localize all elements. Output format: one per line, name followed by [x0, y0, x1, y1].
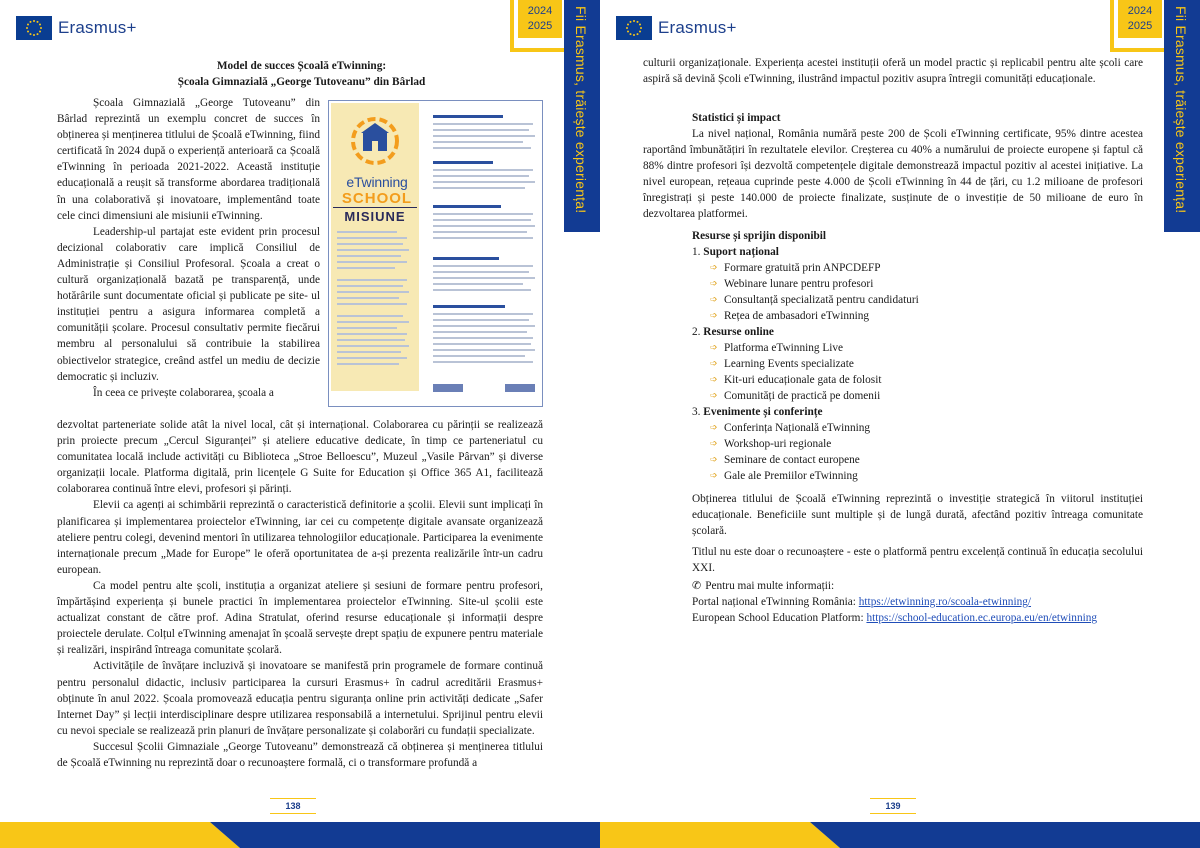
etwinning-mission-poster [328, 100, 543, 407]
stats-section [692, 110, 1143, 126]
more-info [692, 578, 1143, 626]
resource-item [692, 468, 1143, 484]
portal-label: Portal național eTwinning România: [692, 596, 856, 608]
eu-flag-icon [616, 16, 652, 40]
tagline: Fii Erasmus, trăiește experiența! [573, 6, 589, 214]
resource-item [692, 356, 1143, 372]
paragraph-collab-start: În ceea ce privește colaborarea, școala a [93, 386, 274, 399]
brand-name: Erasmus+ [658, 18, 737, 37]
brand-name: Erasmus+ [58, 18, 137, 37]
resource-item [692, 292, 1143, 308]
resource-item-label: Conferința Națională eTwinning [724, 422, 871, 434]
resource-item-label: Platforma eTwinning Live [724, 342, 844, 354]
resource-item-label: Comunități de practică pe domenii [724, 390, 881, 402]
arrow-bullet-icon: ➩ [710, 439, 718, 449]
title-line-2: Școala Gimnazială „George Tutoveanu” din Bârlad [177, 76, 426, 88]
portal-link[interactable]: https://etwinning.ro/scoala-etwinning/ [858, 596, 1032, 608]
phone-icon: ✆ [692, 579, 702, 592]
resource-group-heading [692, 324, 1143, 340]
year-start: 2024 [1127, 5, 1153, 17]
eseplat-link[interactable]: https://school-education.ec.europa.eu/en/etwinning [866, 612, 1098, 624]
continued-paragraph [643, 55, 1143, 87]
conclusion-section [692, 491, 1143, 576]
paragraph-learning: Activitățile de învățare incluzivă și inovatoare se manifestă prin programele de formare continuă pentru personalul didactic, inclusiv participarea la cursuri Erasmus+ în cadrul acreditării Erasmus+ obținute în anul 2022. Școala promovează educația pentru siguranța online prin activități dedicate „Safer Internet Day” și lecții interdisciplinare despre utilizarea responsabilă a internetului. Sprijinul pentru elevii cu nevoi speciale se realizează prin planuri de învățare personalizate și colaborări cu fundații specializate. [57, 660, 543, 737]
right-page [600, 0, 1200, 848]
resource-item [692, 420, 1143, 436]
paragraph-intro [57, 95, 320, 224]
resources-heading: Resurse și sprijin disponibil [692, 230, 827, 242]
arrow-bullet-icon: ➩ [710, 375, 718, 385]
resource-item-label: Workshop-uri regionale [724, 438, 832, 450]
year-start: 2024 [527, 5, 553, 17]
group-title: Evenimente și conferințe [703, 406, 823, 418]
tagline-tab [1164, 0, 1200, 232]
poster-etwinning: eTwinning [346, 174, 408, 190]
year-end: 2025 [1127, 20, 1153, 32]
conclusion-1: Obținerea titlului de Școală eTwinning reprezintă o investiție strategică în viitorul instituției educaționale. Beneficiile sunt multiple și de lungă durată, afectând pozitiv întreaga comunitate școlară. [692, 493, 1143, 538]
resource-item [692, 276, 1143, 292]
paragraph-model: Ca model pentru alte școli, instituția a organizat ateliere și sesiuni de formare pentru profesori, împărtășind experiența și bunele practici în implementarea proiectelor eTwinning. Site-ul școlii este actualizat constant de către prof. Adina Stratulat, oferind resurse educaționale și informații despre proiectele derulate. Colțul eTwinning amenajat în școală servește drept spațiu de expunere pentru materiale și realizări, inspirând întreaga comunitate școlară. [57, 579, 543, 657]
title-line-1: Model de succes Școală eTwinning: [216, 60, 387, 72]
year-end: 2025 [527, 20, 553, 32]
erasmus-brand [616, 16, 737, 40]
resource-item-label: Seminare de contact europene [724, 454, 860, 466]
footer-stripe [0, 822, 600, 848]
paragraph-students: Elevii ca agenți ai schimbării reprezintă o caracteristică definitorie a școlii. Elevii sunt implicați în planificarea și implementarea proiectelor eTwinning, iar cei cu competențe digitale avansate organizează ateliere pentru colegi, devenind mentori în utilizarea tehnologiilor educaționale. Participarea la evenimente internaționale precum „Made for Europe” le oferă oportunitatea de a-și prezenta realizările într-un cadru european. [57, 499, 543, 576]
resource-item [692, 388, 1143, 404]
page-number: 139 [870, 798, 916, 814]
group-number: 3. [692, 406, 704, 418]
paragraph-success: Succesul Școlii Gimnaziale „George Tutoveanu” demonstrează că obținerea și menținerea titlului de Școală eTwinning nu reprezintă doar o recunoaștere formală, ci o transformare profundă a [57, 740, 543, 769]
resource-item-label: Formare gratuită prin ANPCDEFP [724, 262, 881, 274]
eseplat-label: European School Education Platform: [692, 612, 864, 624]
resource-item [692, 372, 1143, 388]
resource-item-label: Kit-uri educaționale gata de folosit [724, 374, 882, 386]
resource-item [692, 436, 1143, 452]
resource-item [692, 260, 1143, 276]
resource-group-heading [692, 244, 1143, 260]
arrow-bullet-icon: ➩ [710, 391, 718, 401]
poster-mission: MISIUNE [333, 207, 417, 224]
resource-groups [692, 244, 1143, 484]
resource-group-heading [692, 404, 1143, 420]
arrow-bullet-icon: ➩ [710, 263, 718, 273]
erasmus-brand [16, 16, 137, 40]
group-number: 1. [692, 246, 704, 258]
paragraph-collab-rest: dezvoltat parteneriate solide atât la nivel local, cât și internațional. Colaborarea cu părinții se realizează prin proiecte precum „Cercul Siguranței” și ateliere educative dedicate, în timp ce parteneriatul cu comunitatea locală include activități cu Biblioteca „Stroe Belloescu”, Muzeul „Vasile Pârvan” și diverse organizații locale. Platforma digitală, prin licențele G Suite for Education și Office 365 A1, facilitează colaborarea continuă între elevi, profesori și părinți. [57, 419, 543, 496]
paragraph-culture: culturii organizaționale. Experiența acestei instituții oferă un model practic și replicabil pentru alte școli care aspiră să devină Școli eTwinning, ilustrând impactul pozitiv asupra întregii comunități educaționale. [643, 57, 1143, 86]
group-title: Suport național [703, 246, 779, 258]
resource-item-label: Webinare lunare pentru profesori [724, 278, 874, 290]
group-title: Resurse online [703, 326, 774, 338]
etwinning-school-logo-icon [333, 111, 417, 171]
arrow-bullet-icon: ➩ [710, 455, 718, 465]
stats-heading: Statistici și impact [692, 112, 781, 124]
resources-section [692, 228, 1143, 484]
arrow-bullet-icon: ➩ [710, 343, 718, 353]
group-number: 2. [692, 326, 704, 338]
intro-column [57, 95, 320, 401]
article-title [60, 58, 543, 90]
p1-text: Școala Gimnazială „George Tutoveanu” din Bârlad reprezintă un exemplu concret de succes în obținerea și menținerea titlului de Școală eTwinning, fiind certificată în 2024 după o experiență anterioară ca Școală eTwinning în perioada 2021-2022. Această instituție educațională a reușit să transforme abordarea tradițională în una colaborativă și inovatoare, implementând toate cele cinci dimensiuni ale misiunii eTwinning. [57, 97, 320, 222]
info-label: Pentru mai multe informații: [705, 580, 835, 592]
stats-paragraph-wrap [643, 126, 1143, 223]
arrow-bullet-icon: ➩ [710, 359, 718, 369]
tagline: Fii Erasmus, trăiește experiența! [1173, 6, 1189, 214]
footer-stripe [600, 822, 1200, 848]
arrow-bullet-icon: ➩ [710, 423, 718, 433]
resource-item-label: Learning Events specializate [724, 358, 854, 370]
arrow-bullet-icon: ➩ [710, 311, 718, 321]
resource-item [692, 452, 1143, 468]
stats-paragraph: La nivel național, România numără peste 200 de Școli eTwinning certificate, 95% dintre acestea raportând îmbunătățiri în rezultatele elevilor. Creșterea cu 40% a numărului de proiecte europene și faptul că 88% dintre profesori își dezvoltă competențele digitale demonstrează impactul pozitiv al acestei inițiative. La nivel european, rețeaua cuprinde peste 4.000 de Școli eTwinning în 44 de țări, cu 1.2 milioane de profesori înregistrați și peste 140.000 de proiecte finalizate, susținute de o investiție de 50 milioane de euro în dezvoltarea platformei. [643, 128, 1143, 221]
p2-text: Leadership-ul partajat este evident prin procesul decizional colaborativ care implică Consiliul de Administrație și Consiliul Profesoral. Școala a creat o cultură organizațională bazată pe transparență, unde hotărârile sunt documentate oficial și publicate pe site- ul instituției pentru a asigura informarea completă a comunității școlare. Procesul consultativ permite fiecărui membru al personalului să contribuie la stabilirea obiectivelor strategice, creând astfel un mediu de decizie democratic și incluziv. [57, 225, 320, 383]
arrow-bullet-icon: ➩ [710, 471, 718, 481]
resource-item [692, 340, 1143, 356]
arrow-bullet-icon: ➩ [710, 295, 718, 305]
poster-school: SCHOOL [341, 190, 413, 207]
arrow-bullet-icon: ➩ [710, 279, 718, 289]
resource-item-label: Gale ale Premiilor eTwinning [724, 470, 858, 482]
resource-item [692, 308, 1143, 324]
resource-item-label: Rețea de ambasadori eTwinning [724, 310, 870, 322]
tagline-tab [564, 0, 600, 232]
main-column [57, 417, 543, 771]
eu-flag-icon [16, 16, 52, 40]
resource-item-label: Consultanță specializată pentru candidaturi [724, 294, 919, 306]
paragraph-leadership [57, 224, 320, 385]
conclusion-2: Titlul nu este doar o recunoaștere - este o platformă pentru excelență continuă în educația secolului XXI. [692, 546, 1143, 575]
page-number: 138 [270, 798, 316, 814]
